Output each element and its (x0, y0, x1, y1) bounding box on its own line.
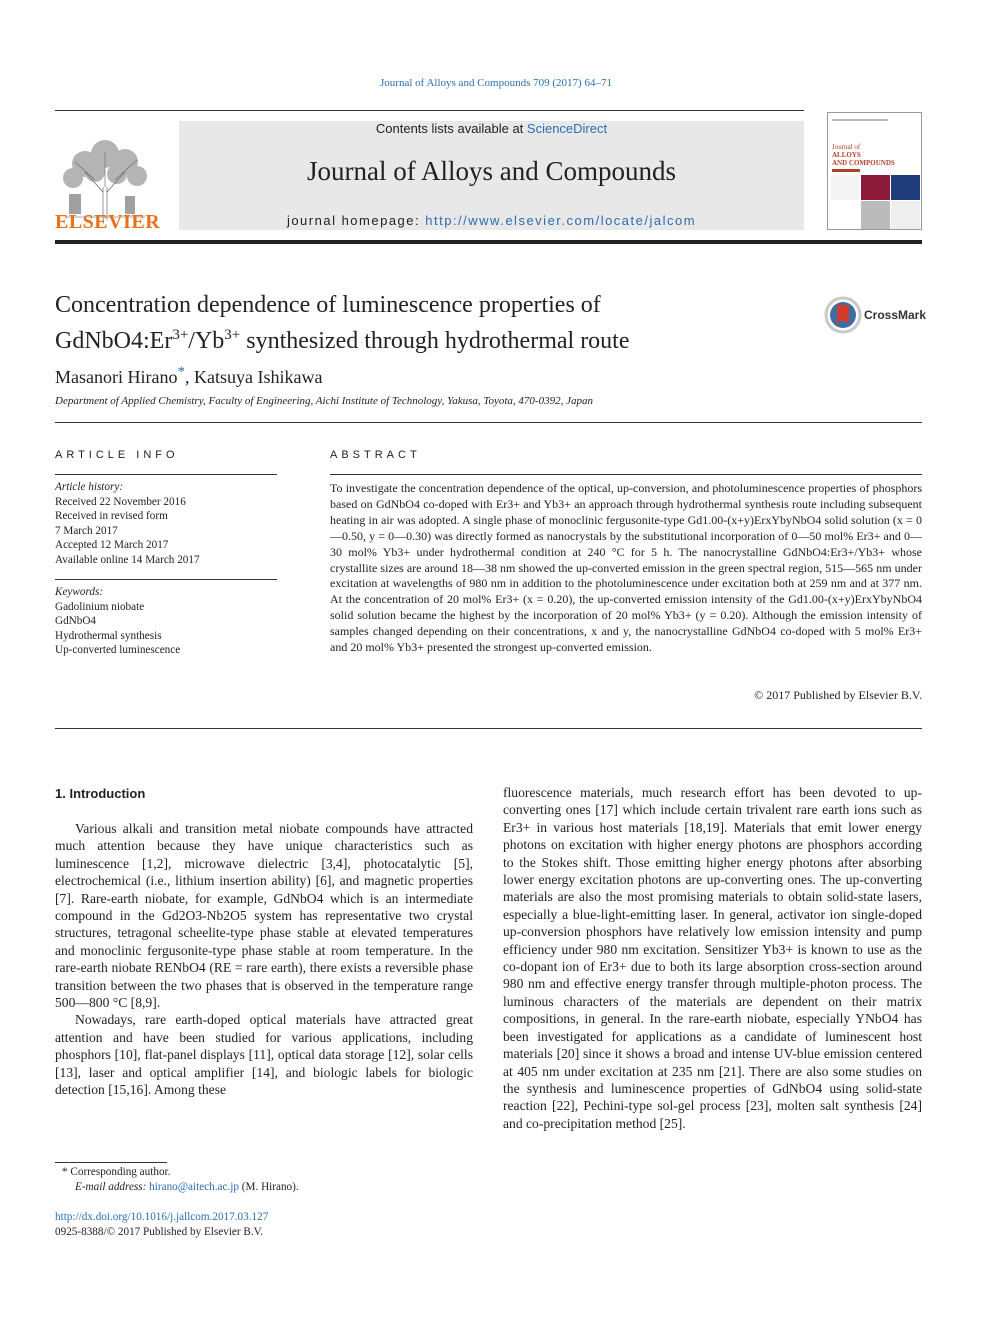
body-column-right (503, 784, 922, 1132)
journal-citation[interactable]: Journal of Alloys and Compounds 709 (2017) 64–71 (380, 77, 612, 89)
divider (55, 474, 277, 475)
article-info-heading: ARTICLE INFO (55, 449, 179, 461)
article-title (55, 290, 795, 356)
abstract-copyright: © 2017 Published by Elsevier B.V. (754, 688, 922, 702)
paragraph: Various alkali and transition metal niobate compounds have attracted much attention because they have unique characteristics such as luminescence [1,2], microwave dielectric [3,4], photocatalytic [5], electrochemical (i.e., lithium insertion ability) [6], and magnetic properties [7]. Rare-earth niobate, for example, GdNbO4 which is an intermediate compound in the Gd2O3-Nb2O5 system has representative two crystal structures, tetragonal scheelite-type phase stable at elevated temperatures and monoclinic fergusonite-type phase stable at room temperature. In the rare-earth niobate RENbO4 (RE = rare earth), there exists a reversible phase transition between the two phases that is observed in the temperature range 500—800 °C [8,9]. (55, 821, 473, 1011)
footnote-rule (55, 1162, 167, 1163)
title-line-2 (55, 320, 795, 356)
title-line-1: Concentration dependence of luminescence properties of (55, 292, 601, 318)
elsevier-logo-text: ELSEVIER (55, 211, 161, 233)
title-formula-b: /Yb (188, 328, 225, 354)
history-item: Received in revised form (55, 510, 168, 522)
keywords-label: Keywords: (55, 586, 104, 598)
history-item: Accepted 12 March 2017 (55, 539, 169, 551)
paragraph: Nowadays, rare earth-doped optical materials have attracted great attention and have been studied for various applications, including phosphors [10], flat-panel displays [11], optical data storage [12], solar cells [13], laser and optical amplifier [14], and biologic labels for biologic detection [15,16]. Among these (55, 1012, 473, 1098)
section-heading-introduction: 1. Introduction (55, 786, 146, 801)
sciencedirect-link[interactable]: ScienceDirect (526, 121, 608, 136)
author-2[interactable]: Katsuya Ishikawa (193, 367, 323, 387)
crossmark-icon (824, 296, 862, 334)
abstract-text: To investigate the concentration dependence of the optical, up-conversion, and photoluminescence properties of phosphors based on GdNbO4 co-doped with Er3+ and Yb3+ an approach through hydrothermal synthesis route including subsequent heating in air was adopted. A single phase of monoclinic fergusonite-type Gd1.00-(x+y)ErxYbyNbO4 solid solution (x = 0—0.50, y = 0—0.30) was directly formed as nanocrystals by the substitutional incorporation of 0—50 mol% Er3+ and 0—30 mol% Yb3+ under hydrothermal condition at 240 °C for 5 h. The nanocrystalline GdNbO4:Er3+/Yb3+ whose crystallite sizes are around 18—38 nm showed the up-converted emission in the green spectral region, 515—565 nm under excitation at wavelengths of 980 nm in addition to the photoluminescence under excitation both at 259 nm and at 377 nm. At the concentration of 20 mol% Er3+ (x = 0.20), the up-converted emission intensity of the Gd1.00-(x+y)ErxYbyNbO4 solid solution became the highest by the incorporation of 20 mol% Yb3+ (y = 0.20). Although the emission intensity of samples changed depending on their concentrations, x and y, the nanocrystalline GdNbO4 co-doped with 5 mol% Er3+ and 20 mol% Yb3+ presented the strongest up-converted emission. (330, 481, 922, 655)
keyword-item: Up-converted luminescence (55, 644, 181, 656)
abstract-heading: ABSTRACT (330, 449, 421, 461)
homepage-link[interactable]: http://www.elsevier.com/locate/jalcom (425, 213, 697, 228)
header-rule (55, 110, 804, 111)
keyword-item: Hydrothermal synthesis (55, 629, 162, 642)
divider (55, 728, 922, 729)
corresponding-author-note: * Corresponding author. (62, 1166, 171, 1178)
email-label: E-mail address: (75, 1181, 150, 1193)
paragraph: fluorescence materials, much research effort has been devoted to up-converting ones [17] which include certain trivalent rare earth ions such as Er3+ in various host materials [18,19]. Materials that emit lower energy photons on excitation with higher energy photons are phosphors according to the Stokes shift. Those emitting higher energy photons after absorbing lower energy excitation photons are up-converting ones. The up-converting materials are also the most promising materials to obtain solid-state lasers, especially a blue-light-emitting laser. In general, activator ion single-doped up-conversion phosphors have relatively low emission intensity and pump efficiency under 980 nm excitation. Sensitizer Yb3+ is known to use as the co-dopant ion of Er3+ due to both its large absorption cross-section around 980 nm and effective energy transfer through multiple-photon process. The luminous characters of the materials are dependent on their matrix compositions, in general. In the rare-earth niobate, especially YNbO4 has been investigated for applications as a candidate of luminescent host materials [20] since it shows a broad and intense UV-blue emission centered at 405 nm under excitation at 235 nm [21]. There are also some studies on the synthesis and luminescence properties of GdNbO4 using solid-state reaction [22], Pechini-type sol-gel process [23], molten salt synthesis [24] and co-precipitation method [25]. (503, 785, 922, 1131)
history-item: Received 22 November 2016 (55, 495, 186, 508)
email-suffix: (M. Hirano). (239, 1181, 299, 1193)
homepage-line (179, 213, 804, 228)
doi-link[interactable]: http://dx.doi.org/10.1016/j.jallcom.2017.03.127 (55, 1211, 269, 1223)
email-link[interactable]: hirano@aitech.ac.jp (149, 1181, 239, 1193)
history-label: Article history: (55, 481, 124, 493)
journal-title: Journal of Alloys and Compounds (307, 156, 676, 186)
header-thick-rule (55, 240, 922, 244)
divider (330, 474, 922, 475)
homepage-prefix: journal homepage: (286, 213, 426, 228)
title-formula-a: GdNbO4:Er (55, 328, 173, 354)
contents-line (179, 121, 804, 136)
crossmark-button[interactable] (824, 296, 927, 336)
keyword-item: GdNbO4 (55, 615, 97, 627)
cover-line-2: ALLOYS (832, 151, 861, 159)
history-item: 7 March 2017 (55, 524, 118, 537)
crossmark-label: CrossMark (864, 308, 927, 322)
keywords (55, 585, 277, 658)
author-separator: , (184, 367, 194, 387)
issn-line: 0925-8388/© 2017 Published by Elsevier B.V. (55, 1226, 264, 1238)
body-column-left (55, 820, 473, 1099)
title-sup-a: 3+ (172, 327, 189, 343)
cover-line-3: AND COMPOUNDS (832, 159, 895, 167)
author-list (55, 364, 322, 388)
title-rest: synthesized through hydrothermal route (240, 328, 630, 354)
journal-cover-thumbnail[interactable] (827, 112, 922, 230)
email-note (75, 1181, 299, 1193)
history-item: Available online 14 March 2017 (55, 553, 200, 566)
author-1[interactable]: Masanori Hirano (55, 367, 178, 387)
affiliation: Department of Applied Chemistry, Faculty of Engineering, Aichi Institute of Technology, Yakusa, Toyota, 470-0392, Japan (55, 395, 593, 407)
divider (55, 422, 922, 423)
cover-line-1: Journal of (832, 143, 861, 151)
contents-prefix: Contents lists available at (375, 121, 527, 136)
divider (55, 579, 277, 580)
corresponding-author-mark[interactable]: * (177, 364, 185, 380)
article-history (55, 480, 277, 567)
keyword-item: Gadolinium niobate (55, 600, 145, 613)
title-sup-b: 3+ (224, 327, 241, 343)
